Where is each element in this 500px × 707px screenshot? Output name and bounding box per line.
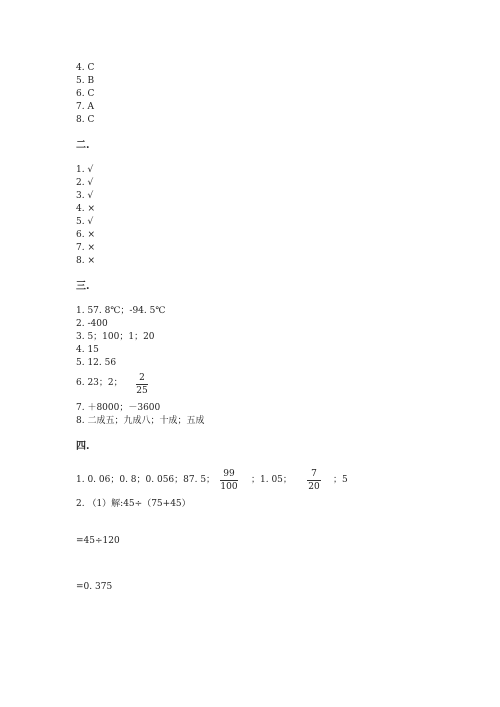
answer-line: 2. （1）解:45÷（75+45）: [76, 499, 191, 509]
answer-segment: ；5: [333, 475, 348, 485]
fraction: [307, 469, 321, 492]
answer-line: 2. √: [76, 178, 94, 188]
fraction-numerator: 2: [139, 373, 145, 383]
answer-line: 8. 二成五；九成八；十成；五成: [76, 416, 205, 426]
fraction-bar: [136, 384, 148, 385]
fraction-denominator: 25: [136, 386, 148, 396]
section-heading: 二.: [76, 140, 90, 151]
answer-line: 2. -400: [76, 319, 108, 329]
answer-line: 5. √: [76, 217, 94, 227]
answer-line: 6. C: [76, 89, 95, 99]
answer-line: 3. √: [76, 191, 94, 201]
fraction: [136, 373, 148, 396]
calculation-step: =45÷120: [76, 536, 120, 546]
fraction-denominator: 20: [308, 482, 320, 492]
calculation-step: =0. 375: [76, 582, 113, 592]
answer-line: 8. C: [76, 115, 95, 125]
answer-line: 5. 12. 56: [76, 358, 117, 368]
answer-line: 4. ×: [76, 204, 95, 214]
fraction-denominator: 100: [220, 482, 238, 492]
answer-line: 4. C: [76, 63, 95, 73]
fraction: [220, 469, 238, 492]
answer-line: 7. A: [76, 102, 94, 112]
answer-segment: 1. 0. 06；0. 8；0. 056；87. 5；: [76, 475, 216, 485]
section-heading: 三.: [76, 281, 90, 292]
answer-line: 6. 23；2；: [76, 378, 123, 388]
fraction-numerator: 99: [223, 469, 235, 479]
answer-line: 6. ×: [76, 230, 95, 240]
fraction-bar: [220, 480, 238, 481]
answer-line: 7. ＋8000；－3600: [76, 403, 161, 413]
fraction-bar: [307, 480, 321, 481]
answer-line: 1. 57. 8℃；-94. 5℃: [76, 306, 166, 316]
answer-line: 7. ×: [76, 243, 95, 253]
answer-line: 3. 5；100；1；20: [76, 332, 155, 342]
answer-line: 5. B: [76, 76, 95, 86]
fraction-numerator: 7: [311, 469, 317, 479]
section-heading: 四.: [76, 441, 90, 452]
answer-line: 4. 15: [76, 345, 99, 355]
answer-segment: ；1. 05；: [251, 475, 292, 485]
answer-line: 8. ×: [76, 256, 95, 266]
answer-line: 1. √: [76, 165, 94, 175]
